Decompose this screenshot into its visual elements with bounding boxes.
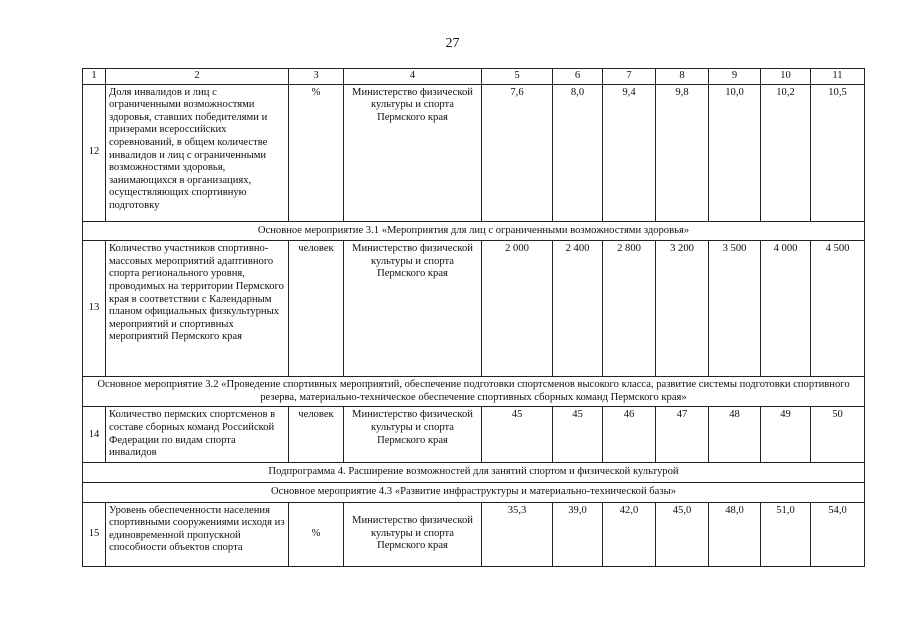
header-cell: 1 xyxy=(83,69,106,85)
header-cell: 9 xyxy=(709,69,761,85)
value-cell: 35,3 xyxy=(482,502,553,566)
value-cell: 48 xyxy=(709,407,761,463)
header-cell: 4 xyxy=(344,69,482,85)
unit: человек xyxy=(289,407,344,463)
value-cell: 49 xyxy=(761,407,811,463)
value-cell: 10,2 xyxy=(761,84,811,221)
indicator-name: Уровень обеспеченности населения спортивными сооружениями исходя из единовременной пропускной способности объектов спорта xyxy=(106,502,289,566)
value-cell: 4 000 xyxy=(761,241,811,377)
value-cell: 3 200 xyxy=(656,241,709,377)
table-row xyxy=(83,241,865,377)
row-number: 14 xyxy=(83,407,106,463)
unit: % xyxy=(289,84,344,221)
value-cell: 45 xyxy=(553,407,603,463)
section-row xyxy=(83,221,865,241)
section-heading: Основное мероприятие 4.3 «Развитие инфраструктуры и материально-технической базы» xyxy=(83,482,865,502)
header-cell: 5 xyxy=(482,69,553,85)
value-cell: 45 xyxy=(482,407,553,463)
indicator-name: Количество пермских спортсменов в составе сборных команд Российской Федерации по видам спорта инвалидов xyxy=(106,407,289,463)
indicator-name: Доля инвалидов и лиц с ограниченными возможностями здоровья, ставших победителями и призерами всероссийских соревнований, в общем количестве инвалидов и лиц с ограниченными возможностями здоровья, занимающихся в организациях, осуществляющих спортивную подготовку xyxy=(106,84,289,221)
value-cell: 4 500 xyxy=(811,241,865,377)
indicators-table xyxy=(82,68,865,567)
section-row xyxy=(83,377,865,407)
value-cell: 42,0 xyxy=(603,502,656,566)
value-cell: 54,0 xyxy=(811,502,865,566)
value-cell: 7,6 xyxy=(482,84,553,221)
value-cell: 10,0 xyxy=(709,84,761,221)
header-cell: 10 xyxy=(761,69,811,85)
row-number: 12 xyxy=(83,84,106,221)
header-cell: 2 xyxy=(106,69,289,85)
value-cell: 51,0 xyxy=(761,502,811,566)
header-row xyxy=(83,69,865,85)
value-cell: 48,0 xyxy=(709,502,761,566)
table-row xyxy=(83,407,865,463)
subprogram-heading: Подпрограмма 4. Расширение возможностей для занятий спортом и физической культурой xyxy=(83,463,865,483)
value-cell: 8,0 xyxy=(553,84,603,221)
value-cell: 2 400 xyxy=(553,241,603,377)
value-cell: 3 500 xyxy=(709,241,761,377)
header-cell: 7 xyxy=(603,69,656,85)
value-cell: 9,8 xyxy=(656,84,709,221)
section-row xyxy=(83,482,865,502)
header-cell: 6 xyxy=(553,69,603,85)
unit: % xyxy=(289,502,344,566)
header-cell: 3 xyxy=(289,69,344,85)
section-heading: Основное мероприятие 3.1 «Мероприятия для лиц с ограниченными возможностями здоровья» xyxy=(83,221,865,241)
table-row xyxy=(83,84,865,221)
responsible-org: Министерство физической культуры и спорта Пермского края xyxy=(344,241,482,377)
value-cell: 10,5 xyxy=(811,84,865,221)
value-cell: 45,0 xyxy=(656,502,709,566)
page-number: 27 xyxy=(445,36,460,51)
header-cell: 8 xyxy=(656,69,709,85)
unit: человек xyxy=(289,241,344,377)
header-cell: 11 xyxy=(811,69,865,85)
value-cell: 9,4 xyxy=(603,84,656,221)
table-row xyxy=(83,502,865,566)
responsible-org: Министерство физической культуры и спорта Пермского края xyxy=(344,502,482,566)
value-cell: 46 xyxy=(603,407,656,463)
value-cell: 50 xyxy=(811,407,865,463)
section-row xyxy=(83,463,865,483)
row-number: 15 xyxy=(83,502,106,566)
value-cell: 2 000 xyxy=(482,241,553,377)
value-cell: 39,0 xyxy=(553,502,603,566)
responsible-org: Министерство физической культуры и спорта Пермского края xyxy=(344,407,482,463)
indicator-name: Количество участников спортивно-массовых мероприятий адаптивного спорта регионального уровня, проводимых на территории Пермского края в соответствии с Календарным планом официальных физкультурных мероприятий и спортивных мероприятий Пермского края xyxy=(106,241,289,377)
section-heading: Основное мероприятие 3.2 «Проведение спортивных мероприятий, обеспечение подготовки спортсменов высокого класса, развитие системы подготовки спортивного резерва, материально-техническое обеспечение спортивных сборных команд Пермского края» xyxy=(83,377,865,407)
responsible-org: Министерство физической культуры и спорта Пермского края xyxy=(344,84,482,221)
value-cell: 2 800 xyxy=(603,241,656,377)
row-number: 13 xyxy=(83,241,106,377)
value-cell: 47 xyxy=(656,407,709,463)
